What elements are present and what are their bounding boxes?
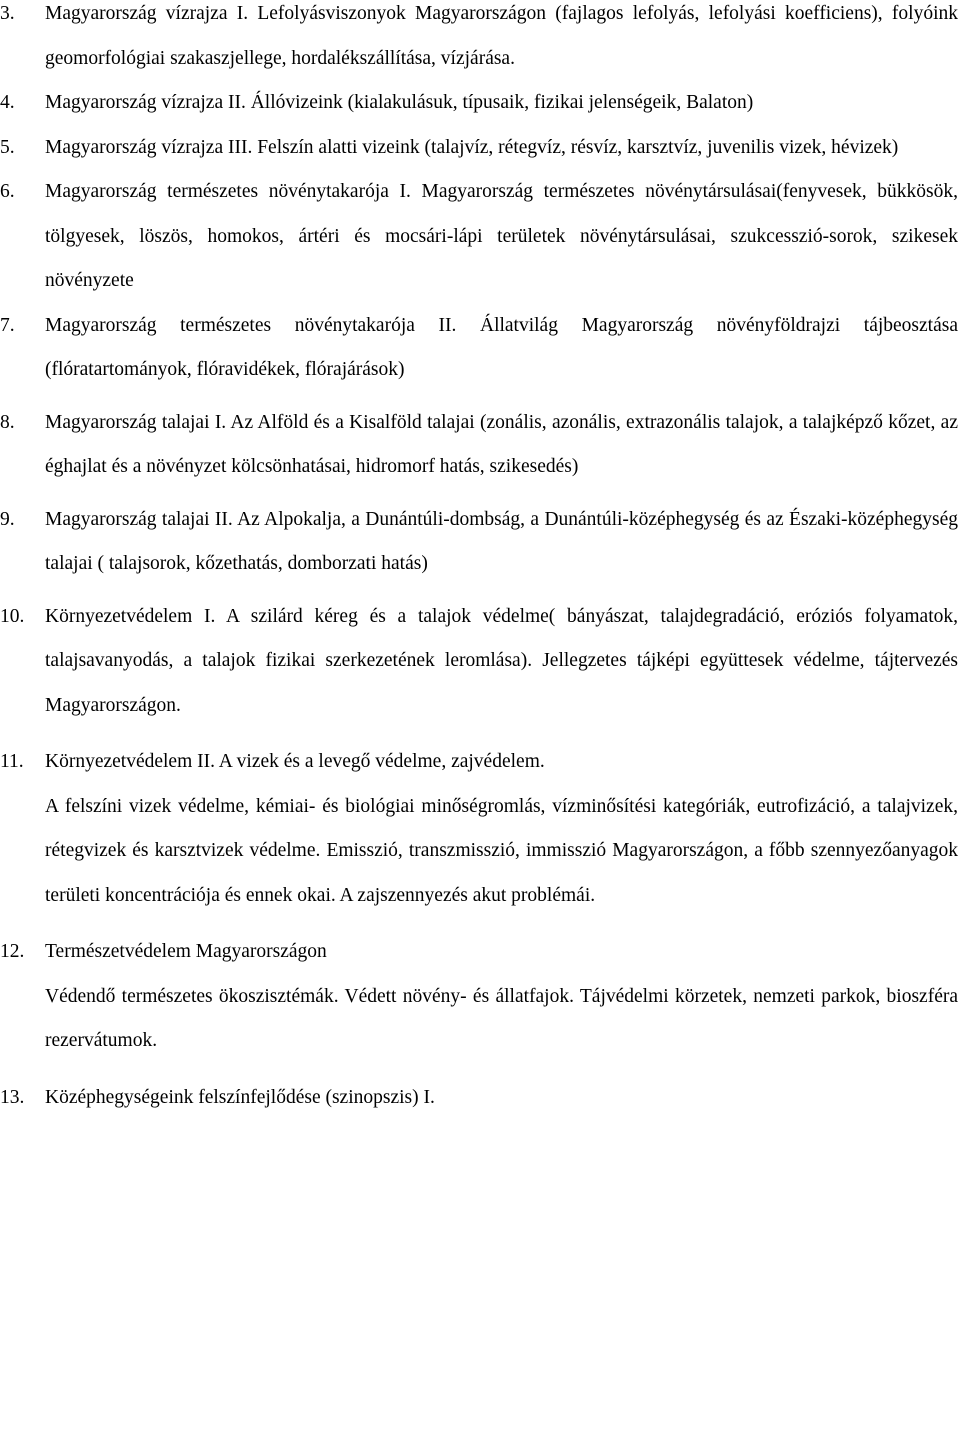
item-number: 10. xyxy=(0,605,25,627)
item-number: 11. xyxy=(0,751,24,772)
list-item xyxy=(0,0,958,81)
item-number: 12. xyxy=(0,941,25,962)
item-text: Középhegységeink felszínfejlődése (szinopszis) I. xyxy=(45,1086,435,1108)
item-heading: Természetvédelem Magyarországon xyxy=(45,941,327,962)
item-number: 7. xyxy=(0,314,15,336)
list-item xyxy=(0,126,958,171)
item-text: Magyarország vízrajza III. Felszín alatti vizeink (talajvíz, rétegvíz, résvíz, karsztvíz, juvenilis vizek, hévizek) xyxy=(45,136,899,158)
item-text: Magyarország természetes növénytakarója II. Állatvilág Magyarország növényföldrajzi tájbeosztása (flóratartományok, flóravidékek, flórajárások) xyxy=(45,314,958,380)
item-text: Magyarország vízrajza I. Lefolyásviszonyok Magyarországon (fajlagos lefolyás, lefolyási koefficiens), folyóink geomorfológiai szakaszjellege, hordalékszállítása, vízjárása. xyxy=(45,3,958,69)
item-number: 4. xyxy=(0,92,15,113)
item-text: Magyarország talajai II. Az Alpokalja, a Dunántúli-dombság, a Dunántúli-középhegység és az Északi-középhegység talajai ( talajsorok, kőzethatás, domborzati hatás) xyxy=(45,508,958,574)
item-number: 6. xyxy=(0,181,15,202)
list-item xyxy=(0,1076,958,1121)
list-item xyxy=(0,595,958,729)
item-text: A felszíni vizek védelme, kémiai- és biológiai minőségromlás, vízminősítési kategóriák, eutrofizáció, a talajvizek, rétegvizek és karsztvizek védelme. Emisszió, transzmisszió, immisszió Magyarországon, a főbb szennyezőanyagok területi koncentrációja és ennek okai. A zajszennyezés akut problémái. xyxy=(45,795,958,906)
item-text: Környezetvédelem I. A szilárd kéreg és a talajok védelme( bányászat, talajdegradáció, eróziós folyamatok, talajsavanyodás, a talajok fizikai szerkezetének leromlása). Jellegzetes tájképi együttesek védelme, tájtervezés Magyarországon. xyxy=(45,605,958,716)
list-item xyxy=(0,930,958,1064)
item-text: Magyarország talajai I. Az Alföld és a Kisalföld talajai (zonális, azonális, extrazonális talajok, a talajképző kőzet, az éghajlat és a növényzet kölcsönhatásai, hidromorf hatás, szikesedés) xyxy=(45,411,958,477)
item-text: Magyarország természetes növénytakarója I. Magyarország természetes növénytársulásai(fenyvesek, bükkösök, tölgyesek, löszös, homokos, ártéri és mocsári-lápi területek növénytársulásai, szukcesszió-sorok, szikesek növényzete xyxy=(45,181,958,291)
list-item xyxy=(0,81,958,126)
list-item xyxy=(0,740,958,918)
item-number: 3. xyxy=(0,3,15,24)
item-number: 5. xyxy=(0,136,15,158)
item-text: Védendő természetes ökoszisztémák. Védett növény- és állatfajok. Tájvédelmi körzetek, nemzeti parkok, bioszféra rezervátumok. xyxy=(45,985,958,1051)
item-number: 8. xyxy=(0,411,15,433)
item-number: 9. xyxy=(0,508,15,530)
item-number: 13. xyxy=(0,1086,25,1108)
list-item xyxy=(0,498,958,587)
list-item xyxy=(0,304,958,393)
item-heading: Környezetvédelem II. A vizek és a levegő védelme, zajvédelem. xyxy=(45,751,545,772)
list-item xyxy=(0,170,958,304)
item-text: Magyarország vízrajza II. Állóvizeink (kialakulásuk, típusaik, fizikai jelenségeik, Balaton) xyxy=(45,92,754,113)
list-item xyxy=(0,401,958,490)
